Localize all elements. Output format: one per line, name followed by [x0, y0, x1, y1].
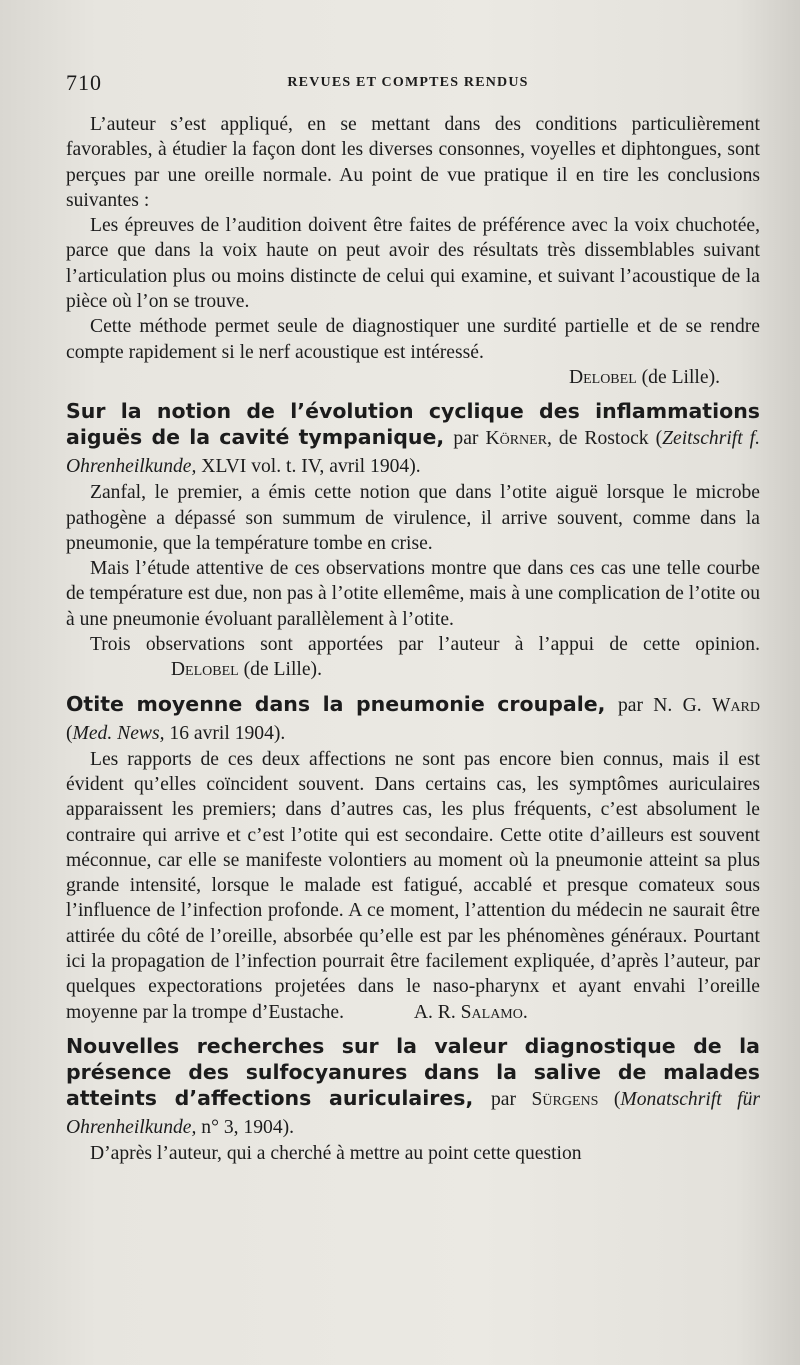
page-number: 710 — [66, 70, 102, 95]
article-3-journal: Monatschrift für Ohrenheilkunde, — [66, 1088, 760, 1138]
article-1-paragraph-2: Mais l’étude attentive de ces observations montre que dans ces cas une telle courbe de température est due, non pas à l’otite ellemême, mais à une complication de l’otite ou à une pneumonie évoluant parallèlement à l’otite. — [66, 558, 760, 630]
article-3-issue: n° 3, 1904). — [196, 1116, 295, 1138]
running-title: REVUES ET COMPTES RENDUS — [287, 75, 529, 90]
article-1-source: (Zeitschrift f. Ohrenheilkunde, XLVI vol. t. IV, avril 1904). — [66, 428, 760, 478]
article-3-byline: par — [490, 1088, 517, 1110]
article-1-author: Körner — [485, 428, 548, 450]
article-1-signature-place: (de Lille). — [243, 659, 322, 681]
page-header — [66, 70, 750, 100]
intro-paragraph-2: Les épreuves de l’audition doivent être faites de préférence avec la voix chuchotée, parce que dans la voix haute on peut avoir des résultats très dissemblables suivant l’articulation plus ou moins distincte de celui qui examine, et suivant l’acoustique de la pièce où l’on se trouve. — [66, 215, 760, 313]
page-body — [66, 112, 760, 1166]
article-1-journal: Zeitschrift f. Ohrenheilkunde, — [66, 428, 760, 478]
article-2-paragraph-1: Les rapports de ces deux affections ne sont pas encore bien connus, mais il est évident qu’elles coïncident souvent. Dans certains cas, les symptômes auriculaires apparaissent les premiers; dans d’autres cas, les plus fréquents, c’est absolument le contraire qui arrive et c’est l’otite qui est secondaire. Cette otite d’ailleurs est souvent méconnue, car elle se manifeste volontiers au moment où la pneumonie atteint sa plus grande intensité, lorsque le malade est fatigué, accablé et presque comateux sous l’influence de l’infection profonde. A ce moment, l’attention du médecin ne saurait être attirée du côté de l’oreille, absorbée qu’elle est par les phénomènes généraux. Pourtant ici la propagation de l’infection pourrait être facilement expliquée, d’après l’auteur, par quelques expectorations projetées dans le naso-pharynx et ayant envahi l’oreille moyenne par la trompe d’Eustache. A. R. Salamo. — [66, 748, 760, 1023]
signature-place: (de Lille). — [641, 366, 720, 388]
article-1-paragraph-1: Zanfal, le premier, a émis cette notion que dans l’otite aiguë lorsque le microbe pathogène a dépassé son summum de virulence, il arrive souvent, comme dans la pneumonie, que la température tombe en crise. — [66, 482, 760, 554]
article-3-author: Sürgens — [531, 1088, 599, 1110]
article-1-issue: XLVI vol. t. IV, avril 1904). — [196, 456, 421, 478]
article-2-author: Ward — [711, 694, 761, 716]
article-1-place: , de Rostock — [547, 428, 649, 450]
article-2-journal: Med. News, — [72, 722, 165, 744]
article-1-heading — [66, 398, 760, 480]
signature-name: Delobel — [568, 366, 637, 388]
article-2-title: Otite moyenne dans la pneumonie croupale, — [66, 691, 606, 716]
article-1-byline: par — [453, 428, 479, 450]
article-2-heading — [66, 691, 760, 747]
intro-paragraph-1: L’auteur s’est appliqué, en se mettant dans des conditions particulièrement favorables, à étudier la façon dont les diverses consonnes, voyelles et diphtongues, sont perçues par une oreille normale. Au point de vue pratique il en tire les conclusions suivantes : — [66, 114, 760, 211]
article-1-signature-name: Delobel — [170, 659, 239, 681]
article-3-title: Nouvelles recherches sur la valeur diagnostique de la présence des sulfocyanures dans la salive de malades atteints d’affections auriculaires, — [66, 1033, 760, 1110]
intro-paragraph-3: Cette méthode permet seule de diagnostiquer une surdité partielle et de se rendre compte rapidement si le nerf acoustique est intéressé. — [66, 316, 760, 363]
article-2-source: (Med. News, 16 avril 1904). — [66, 722, 286, 744]
article-1-paragraph-3: Trois observations sont apportées par l’auteur à l’appui de cette opinion. Delobel (de Lille). — [90, 634, 760, 681]
intro-signature — [66, 365, 760, 390]
article-2-signature: A. R. Salamo. — [413, 1001, 528, 1023]
article-2-issue: 16 avril 1904). — [164, 722, 286, 744]
article-3-source: (Monatschrift für Ohrenheilkunde, n° 3, 1904). — [66, 1088, 760, 1138]
article-3-heading — [66, 1033, 760, 1141]
article-3-paragraph-1: D’après l’auteur, qui a cherché à mettre au point cette question — [90, 1142, 582, 1164]
article-2-byline: par N. G. — [617, 694, 702, 716]
article-1-title: Sur la notion de l’évolution cyclique des inflammations aiguës de la cavité tympanique, — [66, 399, 760, 450]
